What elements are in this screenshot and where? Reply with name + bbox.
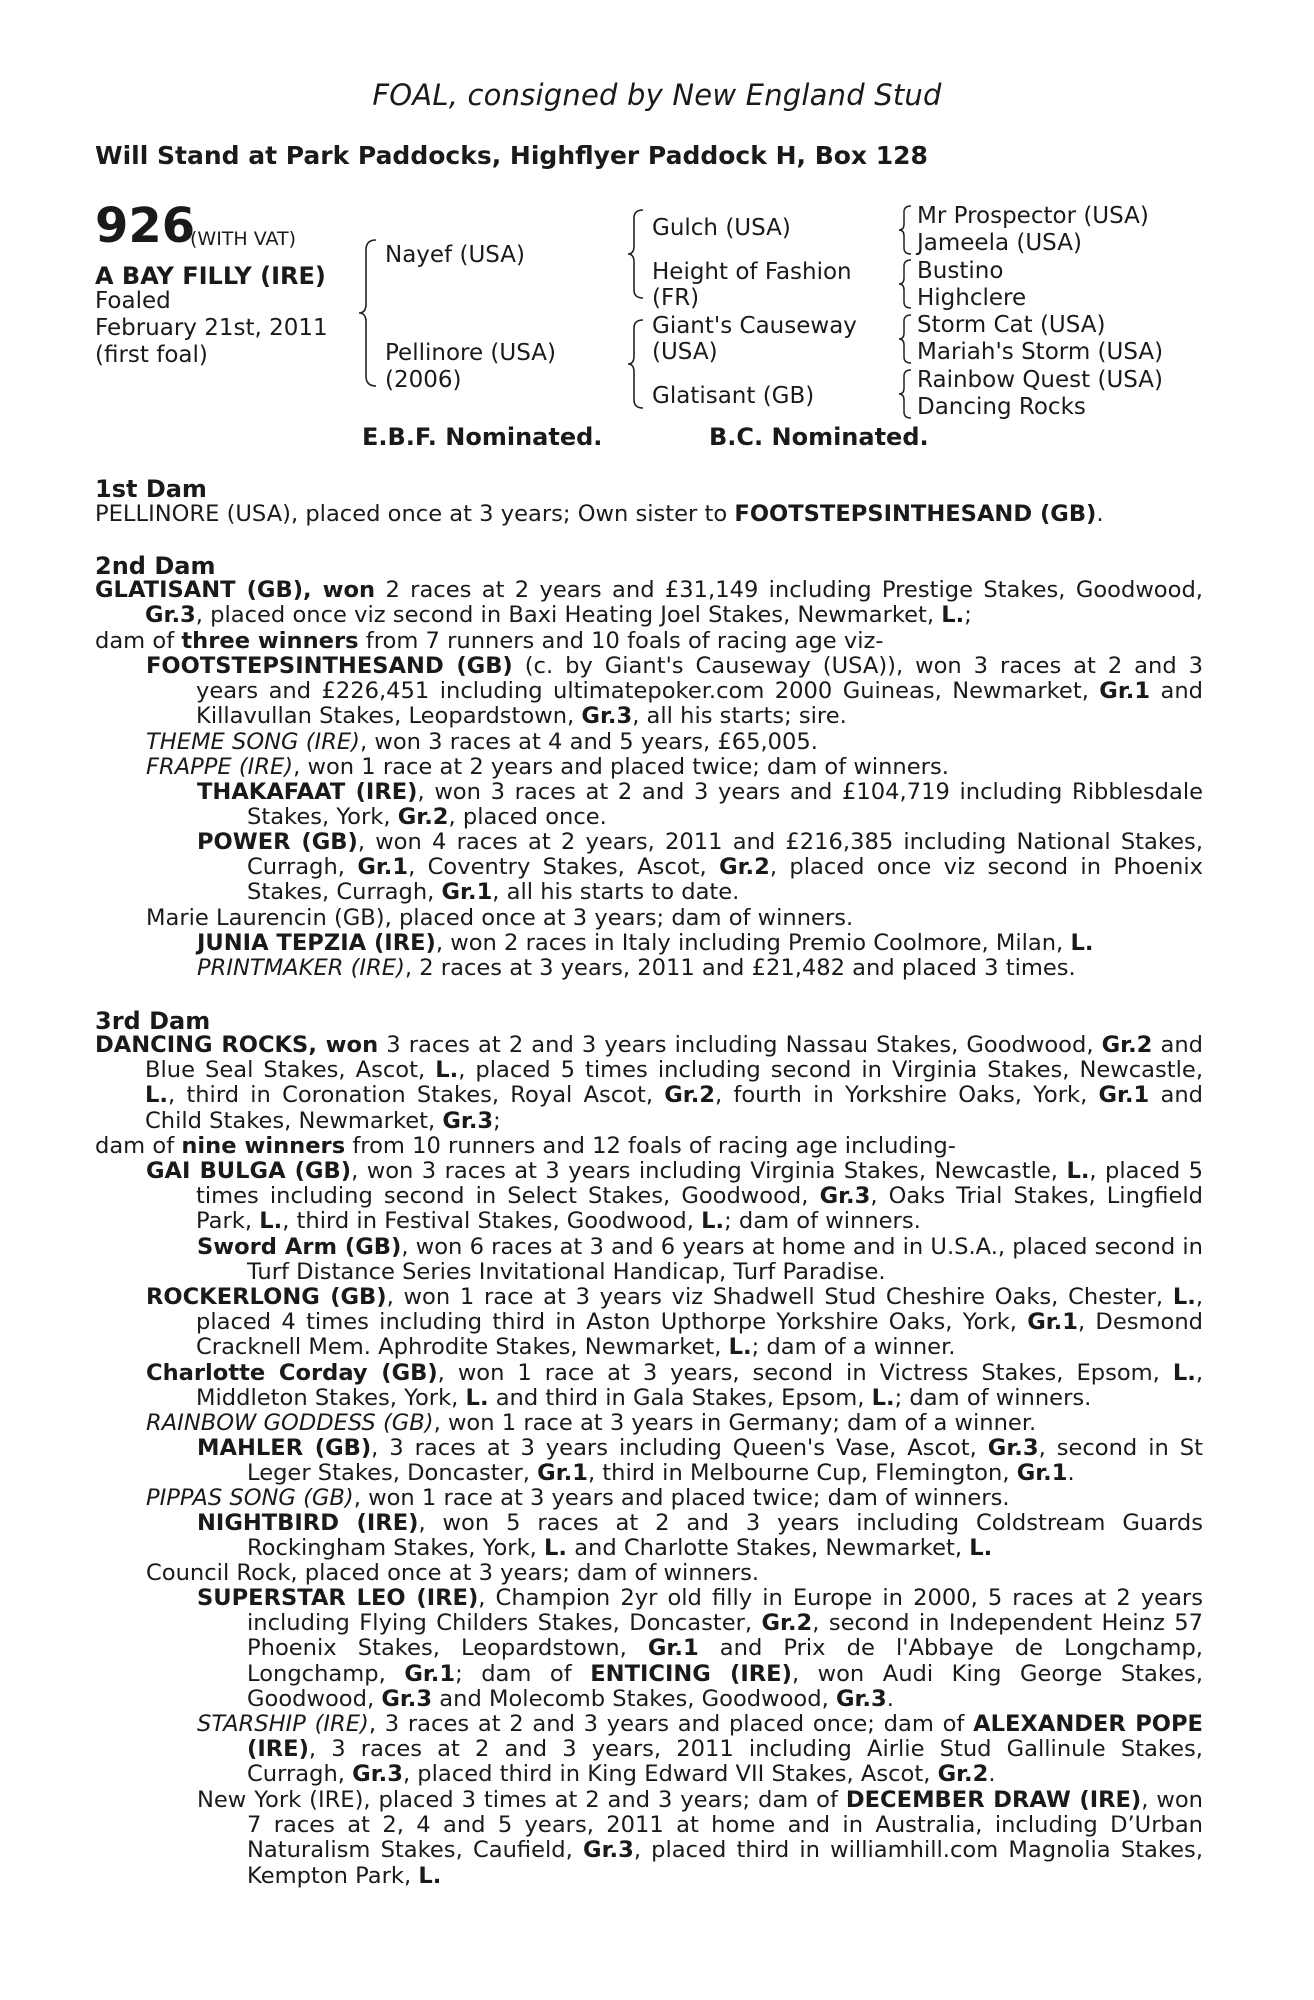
pedigree-brace [627,318,645,410]
produce-entry: PRINTMAKER (IRE), 2 races at 3 years, 2011 and £21,482 and placed 3 times. [197,955,1076,981]
produce-entry: Council Rock, placed once at 3 years; dam of winners. [146,1560,760,1586]
pedigree-dam-sire-country: (USA) [652,339,718,365]
produce-entry: GAI BULGA (GB), won 3 races at 3 years including Virginia Stakes, Newcastle, L., placed 5 times including second in Select Stakes, Goodwood, Gr.3, Oaks Trial Stakes, Lingfield Park, L., third in Festival Stakes, Goodwood, L.; dam of winners. [146,1158,1203,1235]
first-foal-note: (first foal) [95,342,208,368]
produce-entry: STARSHIP (IRE), 3 races at 2 and 3 years and placed once; dam of ALEXANDER POPE (IRE), 3 races at 2 and 3 years, 2011 including Airlie Stud Gallinule Stakes, Curragh, Gr.3, placed third in King Edward VII Stakes, Ascot, Gr.2. [197,1711,1203,1788]
pedigree-dam-dam: Glatisant (GB) [652,383,815,409]
foaled-date: February 21st, 2011 [95,315,328,341]
pedigree-ggp: Jameela (USA) [917,230,1082,256]
second-dam-entry: GLATISANT (GB), won 2 races at 2 years and £31,149 including Prestige Stakes, Goodwood, Gr.3, placed once viz second in Baxi Heating Joel Stakes, Newmarket, L.; [95,577,1203,629]
produce-entry: NIGHTBIRD (IRE), won 5 races at 2 and 3 years including Coldstream Guards Rockingham Stakes, York, L. and Charlotte Stakes, Newmarket, L. [197,1510,1204,1562]
lot-vat: (WITH VAT) [190,228,297,250]
produce-entry: PIPPAS SONG (GB), won 1 race at 3 years and placed twice; dam of winners. [146,1485,1010,1511]
page-title: FOAL, consigned by New England Stud [372,78,942,112]
pedigree-brace [627,208,645,300]
produce-entry: MAHLER (GB), 3 races at 3 years including Queen's Vase, Ascot, Gr.3, second in St Leger Stakes, Doncaster, Gr.1, third in Melbourne Cup, Flemington, Gr.1. [197,1435,1203,1487]
pedigree-ggp: Bustino [917,258,1004,284]
pedigree-brace [898,204,912,256]
produce-entry: FOOTSTEPSINTHESAND (GB) (c. by Giant's Causeway (USA)), won 3 races at 2 and 3 years and £226,451 including ultimatepoker.com 2000 Guineas, Newmarket, Gr.1 and Killavullan Stakes, Leopardstown, Gr.3, all his starts; sire. [146,653,1203,730]
produce-entry: New York (IRE), placed 3 times at 2 and 3 years; dam of DECEMBER DRAW (IRE), won 7 races at 2, 4 and 5 years, 2011 at home and in Australia, including D’Urban Naturalism Stakes, Caufield, Gr.3, placed third in williamhill.com Magnolia Stakes, Kempton Park, L. [197,1787,1203,1889]
produce-entry: SUPERSTAR LEO (IRE), Champion 2yr old filly in Europe in 2000, 5 races at 2 years including Flying Childers Stakes, Doncaster, Gr.2, second in Independent Heinz 57 Phoenix Stakes, Leopardstown, Gr.1 and Prix de l'Abbaye de Longchamp, Longchamp, Gr.1; dam of ENTICING (IRE), won Audi King George Stakes, Goodwood, Gr.3 and Molecomb Stakes, Goodwood, Gr.3. [197,1585,1204,1712]
produce-entry: Charlotte Corday (GB), won 1 race at 3 years, second in Victress Stakes, Epsom, L., Middleton Stakes, York, L. and third in Gala Stakes, Epsom, L.; dam of winners. [146,1360,1203,1412]
pedigree-ggp: Highclere [917,285,1027,311]
lot-number: 926 [95,198,196,254]
ebf-nominated: E.B.F. Nominated. [362,423,603,451]
second-dam-produce-summary: dam of three winners from 7 runners and 10 foals of racing age viz- [95,628,884,654]
foaled-label: Foaled [95,288,171,314]
pedigree-dam-sire: Giant's Causeway [652,313,857,339]
third-dam-heading: 3rd Dam [95,1007,211,1035]
pedigree-sire-sire: Gulch (USA) [652,215,791,241]
first-dam-heading: 1st Dam [95,475,207,503]
produce-entry: Sword Arm (GB), won 6 races at 3 and 6 years at home and in U.S.A., placed second in Turf Distance Series Invitational Handicap, Turf Paradise. [197,1234,1203,1286]
pedigree-dam: Pellinore (USA) [385,340,556,366]
produce-entry: THEME SONG (IRE), won 3 races at 4 and 5 years, £65,005. [146,729,818,755]
pedigree-ggp: Dancing Rocks [917,394,1086,420]
pedigree-ggp: Rainbow Quest (USA) [917,367,1164,393]
third-dam-produce-summary: dam of nine winners from 10 runners and 12 foals of racing age including- [95,1133,956,1159]
pedigree-dam-year: (2006) [385,367,462,393]
lot-name: A BAY FILLY (IRE) [95,262,326,290]
pedigree-sire: Nayef (USA) [385,242,526,268]
third-dam-entry: DANCING ROCKS, won 3 races at 2 and 3 years including Nassau Stakes, Goodwood, Gr.2 and Blue Seal Stakes, Ascot, L., placed 5 times including second in Virginia Stakes, Newcastle, L., third in Coronation Stakes, Royal Ascot, Gr.2, fourth in Yorkshire Oaks, York, Gr.1 and Child Stakes, Newmarket, Gr.3; [95,1032,1203,1134]
produce-entry: FRAPPE (IRE), won 1 race at 2 years and placed twice; dam of winners. [146,754,949,780]
bc-nominated: B.C. Nominated. [709,423,929,451]
pedigree-brace [358,238,378,388]
pedigree-ggp: Storm Cat (USA) [917,312,1106,338]
pedigree-sire-dam: Height of Fashion [652,259,852,285]
second-dam-heading: 2nd Dam [95,552,216,580]
produce-entry: THAKAFAAT (IRE), won 3 races at 2 and 3 years and £104,719 including Ribblesdale Stakes, York, Gr.2, placed once. [197,779,1203,831]
produce-entry: Marie Laurencin (GB), placed once at 3 years; dam of winners. [146,905,854,931]
pedigree-brace [898,313,912,365]
pedigree-brace [898,368,912,420]
pedigree-ggp: Mariah's Storm (USA) [917,339,1164,365]
produce-entry: JUNIA TEPZIA (IRE), won 2 races in Italy including Premio Coolmore, Milan, L. [197,930,1094,956]
pedigree-ggp: Mr Prospector (USA) [917,203,1149,229]
stand-location: Will Stand at Park Paddocks, Highflyer Paddock H, Box 128 [95,141,928,170]
produce-entry: ROCKERLONG (GB), won 1 race at 3 years viz Shadwell Stud Cheshire Oaks, Chester, L., placed 4 times including third in Aston Upthorpe Yorkshire Oaks, York, Gr.1, Desmond Cracknell Mem. Aphrodite Stakes, Newmarket, L.; dam of a winner. [146,1284,1203,1361]
first-dam-entry: PELLINORE (USA), placed once at 3 years; Own sister to FOOTSTEPSINTHESAND (GB). [95,501,1104,527]
pedigree-brace [898,258,912,310]
pedigree-sire-dam-country: (FR) [652,285,700,311]
produce-entry: POWER (GB), won 4 races at 2 years, 2011 and £216,385 including National Stakes, Curragh, Gr.1, Coventry Stakes, Ascot, Gr.2, placed once viz second in Phoenix Stakes, Curragh, Gr.1, all his starts to date. [197,829,1204,906]
produce-entry: RAINBOW GODDESS (GB), won 1 race at 3 years in Germany; dam of a winner. [146,1410,1037,1436]
